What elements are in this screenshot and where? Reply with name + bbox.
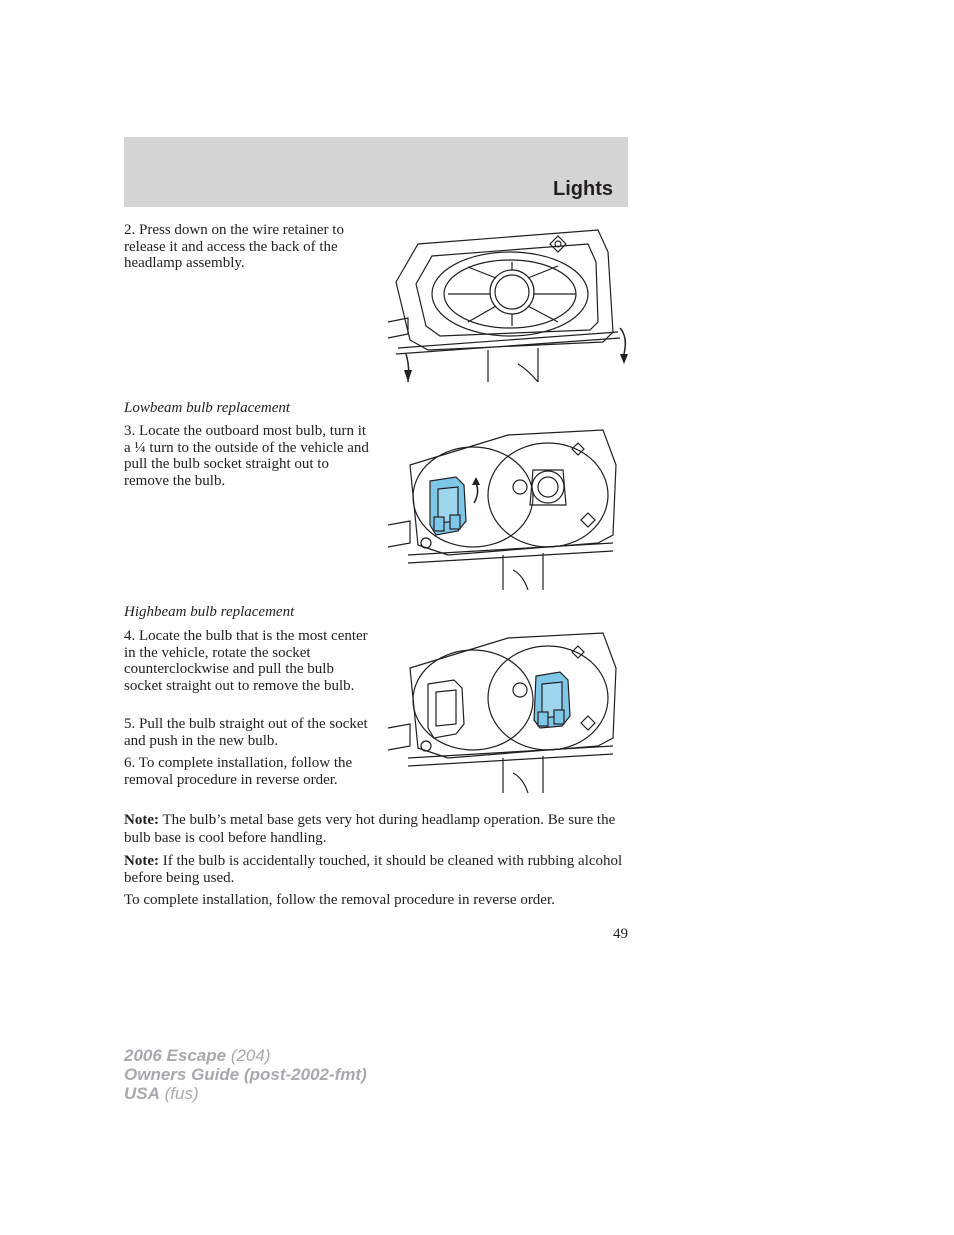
- highbeam-bulb-figure: [388, 628, 620, 793]
- lowbeam-bulb-figure: [388, 425, 620, 590]
- footer: [124, 1046, 367, 1103]
- note-1-label: Note:: [124, 812, 159, 828]
- step-2-text: 2. Press down on the wire retainer to release it and access the back of the headlamp assembly.: [124, 222, 344, 271]
- footer-market: USA: [124, 1084, 160, 1103]
- note-1: [124, 811, 624, 847]
- footer-line-2: [124, 1065, 367, 1084]
- footer-line-1: [124, 1046, 367, 1065]
- note-2: [124, 853, 624, 886]
- closing-text: To complete installation, follow the removal procedure in reverse order.: [124, 892, 555, 908]
- footer-guide: Owners Guide (post-2002-fmt): [124, 1065, 367, 1084]
- step-5-text: 5. Pull the bulb straight out of the socket and push in the new bulb.: [124, 716, 368, 749]
- note-2-text: If the bulb is accidentally touched, it should be cleaned with rubbing alcohol before being used.: [124, 853, 623, 886]
- highbeam-heading: Highbeam bulb replacement: [124, 604, 295, 620]
- footer-model: 2006 Escape: [124, 1046, 227, 1065]
- footer-model-code: (204): [226, 1046, 271, 1065]
- step-3-text: 3. Locate the outboard most bulb, turn it a ¼ turn to the outside of the vehicle and pull the bulb socket straight out to remove the bulb.: [124, 423, 369, 489]
- note-1-text: The bulb’s metal base gets very hot during headlamp operation. Be sure the bulb base is cool before handling.: [124, 812, 616, 846]
- step-6-text: 6. To complete installation, follow the removal procedure in reverse order.: [124, 755, 353, 788]
- headlamp-retainer-figure: [388, 222, 630, 382]
- page-number: 49: [613, 926, 628, 942]
- footer-line-3: [124, 1084, 367, 1103]
- footer-market-code: (fus): [159, 1084, 199, 1103]
- section-title: Lights: [553, 178, 613, 200]
- lowbeam-heading: Lowbeam bulb replacement: [124, 400, 291, 416]
- note-2-label: Note:: [124, 853, 159, 869]
- step-4-text: 4. Locate the bulb that is the most center in the vehicle, rotate the socket counterclockwise and pull the bulb socket straight out to remove the bulb.: [124, 628, 368, 694]
- section-header: [124, 137, 628, 207]
